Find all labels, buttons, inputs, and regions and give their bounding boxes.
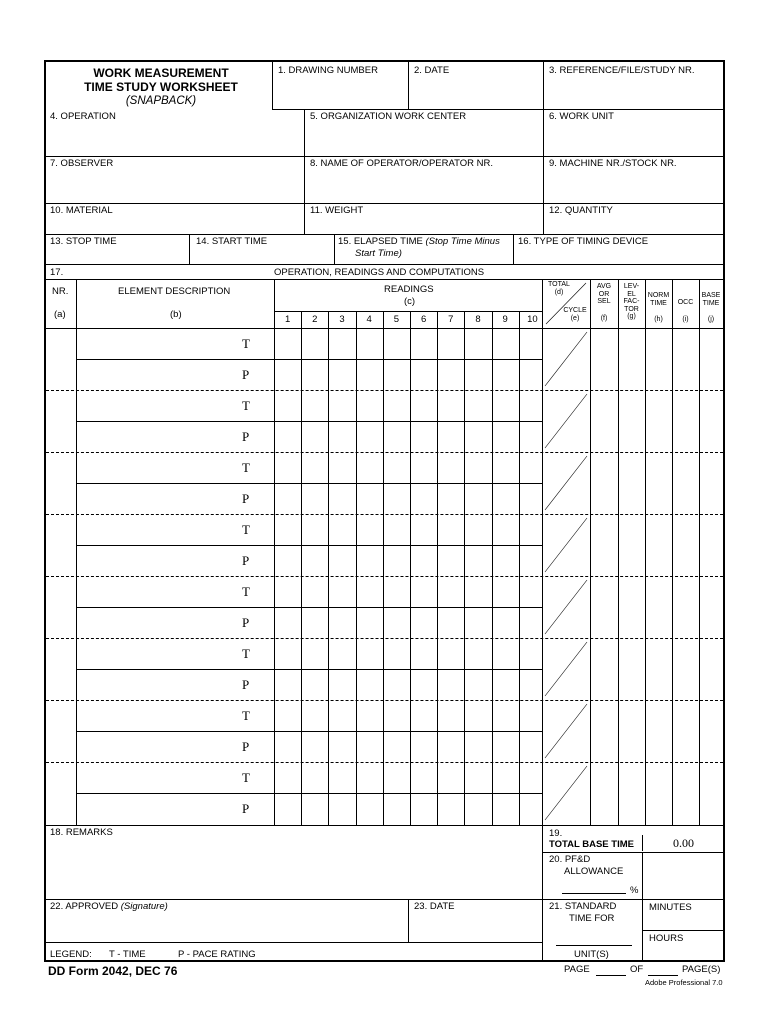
reading-cell[interactable] <box>302 764 327 791</box>
reading-cell[interactable] <box>275 702 300 729</box>
reading-cell[interactable] <box>384 516 409 543</box>
reading-cell[interactable] <box>384 361 409 388</box>
reading-cell[interactable] <box>465 578 490 605</box>
row-marker-time: T <box>242 708 250 723</box>
total-pages-field[interactable] <box>648 964 678 976</box>
element-description-field[interactable] <box>78 423 232 450</box>
item-19-number: 19. <box>549 828 563 839</box>
reading-cell[interactable] <box>357 671 382 698</box>
element-number-field[interactable] <box>47 764 75 822</box>
reading-cell[interactable] <box>465 640 490 667</box>
element-description-field[interactable] <box>78 733 232 760</box>
reading-cell[interactable] <box>384 733 409 760</box>
element-number-field[interactable] <box>47 702 75 760</box>
approved-label: 22. APPROVED (Signature) <box>50 901 168 912</box>
page-number-field[interactable] <box>596 964 626 976</box>
col-readings-header: READINGS <box>384 284 434 295</box>
reading-cell[interactable] <box>438 795 463 822</box>
reading-cell[interactable] <box>357 454 382 481</box>
element-description-field[interactable] <box>78 609 232 636</box>
pages-label: PAGE(S) <box>682 964 721 975</box>
reading-cell[interactable] <box>329 733 354 760</box>
col-description-sub: (b) <box>170 309 182 320</box>
reading-cell[interactable] <box>465 516 490 543</box>
reference-label: 3. REFERENCE/FILE/STUDY NR. <box>549 65 695 76</box>
col-avg-header: AVG OR SEL (f) <box>596 283 612 322</box>
legend-label: LEGEND: <box>50 949 92 960</box>
element-description-field[interactable] <box>78 671 232 698</box>
reading-cell[interactable] <box>411 671 436 698</box>
element-description-field[interactable] <box>78 454 232 481</box>
reading-cell[interactable] <box>493 578 518 605</box>
reading-cell[interactable] <box>493 764 518 791</box>
reading-cell[interactable] <box>411 361 436 388</box>
reading-cell[interactable] <box>329 640 354 667</box>
reading-cell[interactable] <box>329 330 354 357</box>
reading-cell[interactable] <box>357 485 382 512</box>
reading-cell[interactable] <box>520 423 545 450</box>
reading-cell[interactable] <box>275 454 300 481</box>
hours-label: HOURS <box>649 933 684 944</box>
reading-cell[interactable] <box>520 671 545 698</box>
reading-cell[interactable] <box>411 485 436 512</box>
reading-cell[interactable] <box>465 547 490 574</box>
legend-pace-rating: P - PACE RATING <box>178 949 256 960</box>
title-line-2: TIME STUDY WORKSHEET <box>84 80 238 94</box>
reading-cell[interactable] <box>302 485 327 512</box>
approved-signature-field[interactable] <box>48 914 406 939</box>
row-marker-pace: P <box>242 615 250 630</box>
reading-cell[interactable] <box>302 702 327 729</box>
reading-cell[interactable] <box>411 578 436 605</box>
element-description-field[interactable] <box>78 795 232 822</box>
reading-cell[interactable] <box>357 423 382 450</box>
row-marker-pace: P <box>242 367 250 382</box>
reading-cell[interactable] <box>302 454 327 481</box>
col-total-header: TOTAL (d) <box>548 281 570 296</box>
reading-cell[interactable] <box>493 702 518 729</box>
reading-cell[interactable] <box>275 361 300 388</box>
timing-device-field[interactable] <box>515 248 723 263</box>
reading-cell[interactable] <box>493 609 518 636</box>
col-normal-time-header: NORM TIME (h) <box>647 292 670 323</box>
row-marker-pace: P <box>242 553 250 568</box>
form-identifier: DD Form 2042, DEC 76 <box>48 964 178 978</box>
row-marker-pace: P <box>242 677 250 692</box>
operation-field[interactable] <box>48 124 302 154</box>
reading-column-7: 7 <box>448 314 454 325</box>
reading-column-2: 2 <box>312 314 318 325</box>
total-cycle-cell-divider <box>542 762 590 824</box>
col-description-header: ELEMENT DESCRIPTION <box>118 286 231 297</box>
reading-cell[interactable] <box>465 733 490 760</box>
reading-cell[interactable] <box>302 330 327 357</box>
reading-cell[interactable] <box>493 516 518 543</box>
reading-cell[interactable] <box>438 609 463 636</box>
allowance-percent-field[interactable] <box>562 882 626 894</box>
reading-cell[interactable] <box>465 702 490 729</box>
element-description-field[interactable] <box>78 361 232 388</box>
start-time-label: 14. START TIME <box>196 236 268 247</box>
reading-cell[interactable] <box>438 485 463 512</box>
element-description-field[interactable] <box>78 578 232 605</box>
units-label: UNIT(S) <box>574 949 609 960</box>
drawing-number-field[interactable] <box>274 78 406 106</box>
reading-column-3: 3 <box>339 314 345 325</box>
element-description-field[interactable] <box>78 702 232 729</box>
reading-cell[interactable] <box>411 516 436 543</box>
reading-cell[interactable] <box>302 361 327 388</box>
reading-cell[interactable] <box>384 485 409 512</box>
reading-cell[interactable] <box>275 764 300 791</box>
reading-cell[interactable] <box>411 640 436 667</box>
reading-cell[interactable] <box>438 361 463 388</box>
reading-cell[interactable] <box>302 547 327 574</box>
reading-cell[interactable] <box>438 671 463 698</box>
quantity-field[interactable] <box>545 217 723 232</box>
section-17-number: 17. <box>50 267 64 278</box>
reading-cell[interactable] <box>411 609 436 636</box>
row-marker-pace: P <box>242 739 250 754</box>
row-marker-time: T <box>242 584 250 599</box>
element-description-field[interactable] <box>78 330 232 357</box>
reading-cell[interactable] <box>493 795 518 822</box>
reading-cell[interactable] <box>438 640 463 667</box>
reading-cell[interactable] <box>302 423 327 450</box>
observer-field[interactable] <box>48 171 302 201</box>
col-cycle-header: CYCLE (e) <box>563 307 587 322</box>
reading-cell[interactable] <box>357 733 382 760</box>
timing-device-label: 16. TYPE OF TIMING DEVICE <box>518 236 649 247</box>
reading-cell[interactable] <box>329 578 354 605</box>
elapsed-time-label: 15. ELAPSED TIME (Stop Time Minus <box>338 236 500 247</box>
elapsed-time-sub-label: Start Time) <box>355 248 402 259</box>
title-line-3: (SNAPBACK) <box>125 95 197 107</box>
reading-cell[interactable] <box>302 516 327 543</box>
reading-cell[interactable] <box>465 423 490 450</box>
time-study-worksheet-form <box>44 60 725 962</box>
reading-column-1: 1 <box>284 314 291 325</box>
allowance-label: ALLOWANCE <box>564 866 624 877</box>
machine-number-field[interactable] <box>545 171 723 201</box>
reading-cell[interactable] <box>384 454 409 481</box>
operator-name-label: 8. NAME OF OPERATOR/OPERATOR NR. <box>310 158 493 169</box>
reading-cell[interactable] <box>384 330 409 357</box>
reading-cell[interactable] <box>411 330 436 357</box>
legend-time: T - TIME <box>109 949 146 960</box>
reading-cell[interactable] <box>493 547 518 574</box>
row-marker-time: T <box>242 398 250 413</box>
reading-cell[interactable] <box>329 392 354 419</box>
work-unit-field[interactable] <box>545 124 723 154</box>
reading-cell[interactable] <box>384 702 409 729</box>
drawing-number-label: 1. DRAWING NUMBER <box>278 65 378 76</box>
remarks-field[interactable] <box>48 840 540 898</box>
reading-cell[interactable] <box>411 423 436 450</box>
quantity-label: 12. QUANTITY <box>549 205 613 216</box>
element-description-field[interactable] <box>78 640 232 667</box>
row-marker-pace: P <box>242 429 250 444</box>
reading-cell[interactable] <box>520 733 545 760</box>
element-number-field[interactable] <box>47 578 75 636</box>
of-label: OF <box>630 964 644 975</box>
reading-cell[interactable] <box>302 733 327 760</box>
reading-cell[interactable] <box>384 609 409 636</box>
reading-cell[interactable] <box>493 423 518 450</box>
operation-label: 4. OPERATION <box>50 111 116 122</box>
reading-column-5: 5 <box>393 314 400 325</box>
total-cycle-cell-divider <box>542 452 590 514</box>
reading-cell[interactable] <box>302 609 327 636</box>
reading-cell[interactable] <box>302 640 327 667</box>
approval-date-label: 23. DATE <box>414 901 455 912</box>
total-cycle-cell-divider <box>542 638 590 700</box>
reading-cell[interactable] <box>411 547 436 574</box>
reading-cell[interactable] <box>384 671 409 698</box>
reading-cell[interactable] <box>329 671 354 698</box>
reading-cell[interactable] <box>329 795 354 822</box>
reading-cell[interactable] <box>520 795 545 822</box>
total-cycle-cell-divider <box>542 700 590 762</box>
element-description-field[interactable] <box>78 392 232 419</box>
reading-cell[interactable] <box>411 454 436 481</box>
reading-cell[interactable] <box>275 423 300 450</box>
reading-cell[interactable] <box>493 733 518 760</box>
reading-cell[interactable] <box>275 795 300 822</box>
reading-cell[interactable] <box>357 547 382 574</box>
element-number-field[interactable] <box>47 392 75 450</box>
reading-column-4: 4 <box>366 314 372 325</box>
col-base-time-header: BASE TIME (j) <box>701 292 721 323</box>
element-number-field[interactable] <box>47 330 75 388</box>
reading-cell[interactable] <box>384 578 409 605</box>
reading-cell[interactable] <box>357 640 382 667</box>
reading-cell[interactable] <box>357 609 382 636</box>
element-number-field[interactable] <box>47 516 75 574</box>
reading-cell[interactable] <box>329 361 354 388</box>
reading-cell[interactable] <box>520 485 545 512</box>
start-time-field[interactable] <box>191 248 332 263</box>
reading-cell[interactable] <box>493 330 518 357</box>
stop-time-label: 13. STOP TIME <box>50 236 117 247</box>
reading-cell[interactable] <box>329 764 354 791</box>
time-for-label: TIME FOR <box>569 913 615 924</box>
organization-work-center-field[interactable] <box>306 124 541 154</box>
element-description-field[interactable] <box>78 516 232 543</box>
element-number-field[interactable] <box>47 640 75 698</box>
reading-cell[interactable] <box>384 640 409 667</box>
weight-field[interactable] <box>306 217 541 232</box>
percent-sign: % <box>630 885 639 896</box>
reading-cell[interactable] <box>275 516 300 543</box>
material-field[interactable] <box>48 217 302 232</box>
reading-cell[interactable] <box>357 330 382 357</box>
reading-cell[interactable] <box>438 392 463 419</box>
col-occurrence-header: OCC (i) <box>677 299 694 323</box>
reading-cell[interactable] <box>275 578 300 605</box>
reading-cell[interactable] <box>384 423 409 450</box>
reading-cell[interactable] <box>275 671 300 698</box>
reading-cell[interactable] <box>275 547 300 574</box>
reading-cell[interactable] <box>357 702 382 729</box>
reading-cell[interactable] <box>520 547 545 574</box>
reading-cell[interactable] <box>329 454 354 481</box>
reading-cell[interactable] <box>357 361 382 388</box>
software-credit: Adobe Professional 7.0 <box>645 978 723 987</box>
reading-cell[interactable] <box>302 671 327 698</box>
total-base-time-label: TOTAL BASE TIME <box>549 839 634 850</box>
reading-cell[interactable] <box>438 764 463 791</box>
weight-label: 11. WEIGHT <box>310 205 364 216</box>
reading-cell[interactable] <box>493 671 518 698</box>
reading-column-9: 9 <box>502 314 508 325</box>
stop-time-field[interactable] <box>48 248 187 263</box>
reading-cell[interactable] <box>465 609 490 636</box>
reading-cell[interactable] <box>438 733 463 760</box>
reading-cell[interactable] <box>465 764 490 791</box>
approval-date-field[interactable] <box>410 914 540 939</box>
reading-cell[interactable] <box>411 392 436 419</box>
reading-cell[interactable] <box>438 423 463 450</box>
reading-cell[interactable] <box>465 454 490 481</box>
reading-cell[interactable] <box>493 361 518 388</box>
reading-cell[interactable] <box>384 547 409 574</box>
reading-cell[interactable] <box>275 609 300 636</box>
reading-cell[interactable] <box>384 795 409 822</box>
reading-cell[interactable] <box>275 485 300 512</box>
form-title <box>66 66 256 108</box>
reading-cell[interactable] <box>438 702 463 729</box>
row-marker-pace: P <box>242 491 250 506</box>
row-marker-pace: P <box>242 801 250 816</box>
reading-cell[interactable] <box>493 392 518 419</box>
reading-cell[interactable] <box>275 640 300 667</box>
reading-cell[interactable] <box>520 609 545 636</box>
reading-column-10: 10 <box>527 314 538 325</box>
reading-cell[interactable] <box>384 392 409 419</box>
col-nr-header: NR. <box>52 286 69 297</box>
pfd-label: 20. PF&D <box>549 854 591 865</box>
reading-cell[interactable] <box>493 485 518 512</box>
reading-cell[interactable] <box>438 516 463 543</box>
row-marker-time: T <box>242 646 250 661</box>
element-number-field[interactable] <box>47 454 75 512</box>
reading-cell[interactable] <box>411 733 436 760</box>
reading-cell[interactable] <box>411 702 436 729</box>
reading-cell[interactable] <box>438 330 463 357</box>
reading-cell[interactable] <box>329 516 354 543</box>
reference-field[interactable] <box>545 78 723 106</box>
observer-label: 7. OBSERVER <box>50 158 114 169</box>
total-cycle-cell-divider <box>542 328 590 390</box>
col-level-factor-header: LEV- EL FAC- TOR (g) <box>623 283 640 320</box>
title-line-1: WORK MEASUREMENT <box>93 66 229 80</box>
reading-cell[interactable] <box>275 392 300 419</box>
row-marker-time: T <box>242 522 250 537</box>
col-nr-sub: (a) <box>54 309 66 320</box>
total-cycle-cell-divider <box>542 576 590 638</box>
standard-time-label: 21. STANDARD <box>549 901 617 912</box>
reading-column-6: 6 <box>420 314 427 325</box>
reading-cell[interactable] <box>438 547 463 574</box>
reading-cell[interactable] <box>465 485 490 512</box>
col-readings-sub: (c) <box>404 296 416 307</box>
reading-cell[interactable] <box>329 547 354 574</box>
date-label: 2. DATE <box>414 65 450 76</box>
element-description-field[interactable] <box>78 485 232 512</box>
reading-cell[interactable] <box>357 516 382 543</box>
reading-cell[interactable] <box>465 330 490 357</box>
remarks-label: 18. REMARKS <box>50 827 113 838</box>
reading-cell[interactable] <box>438 578 463 605</box>
row-marker-time: T <box>242 770 250 785</box>
work-unit-label: 6. WORK UNIT <box>549 111 614 122</box>
reading-cell[interactable] <box>275 733 300 760</box>
organization-work-center-label: 5. ORGANIZATION WORK CENTER <box>310 111 467 122</box>
section-17-title: OPERATION, READINGS AND COMPUTATIONS <box>274 267 485 278</box>
reading-cell[interactable] <box>411 795 436 822</box>
reading-cell[interactable] <box>438 454 463 481</box>
reading-cell[interactable] <box>465 361 490 388</box>
element-description-field[interactable] <box>78 764 232 791</box>
total-cycle-cell-divider <box>542 390 590 452</box>
reading-cell[interactable] <box>302 795 327 822</box>
page-label: PAGE <box>564 964 590 975</box>
reading-cell[interactable] <box>357 764 382 791</box>
minutes-label: MINUTES <box>649 902 692 913</box>
reading-cell[interactable] <box>357 795 382 822</box>
date-field[interactable] <box>410 78 541 106</box>
reading-column-8: 8 <box>475 314 481 325</box>
reading-cell[interactable] <box>275 330 300 357</box>
reading-cell[interactable] <box>357 578 382 605</box>
reading-cell[interactable] <box>411 764 436 791</box>
total-base-time-value: 0.00 <box>673 836 694 850</box>
reading-cell[interactable] <box>520 361 545 388</box>
reading-cell[interactable] <box>493 454 518 481</box>
reading-cell[interactable] <box>493 640 518 667</box>
reading-cell[interactable] <box>302 392 327 419</box>
reading-cell[interactable] <box>329 702 354 729</box>
material-label: 10. MATERIAL <box>50 205 113 216</box>
reading-cell[interactable] <box>329 423 354 450</box>
reading-cell[interactable] <box>384 764 409 791</box>
row-marker-time: T <box>242 336 250 351</box>
machine-number-label: 9. MACHINE NR./STOCK NR. <box>549 158 677 169</box>
reading-cell[interactable] <box>465 671 490 698</box>
row-marker-time: T <box>242 460 250 475</box>
reading-cell[interactable] <box>357 392 382 419</box>
reading-cell[interactable] <box>302 578 327 605</box>
total-cycle-cell-divider <box>542 514 590 576</box>
reading-cell[interactable] <box>465 795 490 822</box>
reading-cell[interactable] <box>329 485 354 512</box>
reading-cell[interactable] <box>329 609 354 636</box>
element-description-field[interactable] <box>78 547 232 574</box>
reading-cell[interactable] <box>465 392 490 419</box>
operator-name-field[interactable] <box>306 171 541 201</box>
